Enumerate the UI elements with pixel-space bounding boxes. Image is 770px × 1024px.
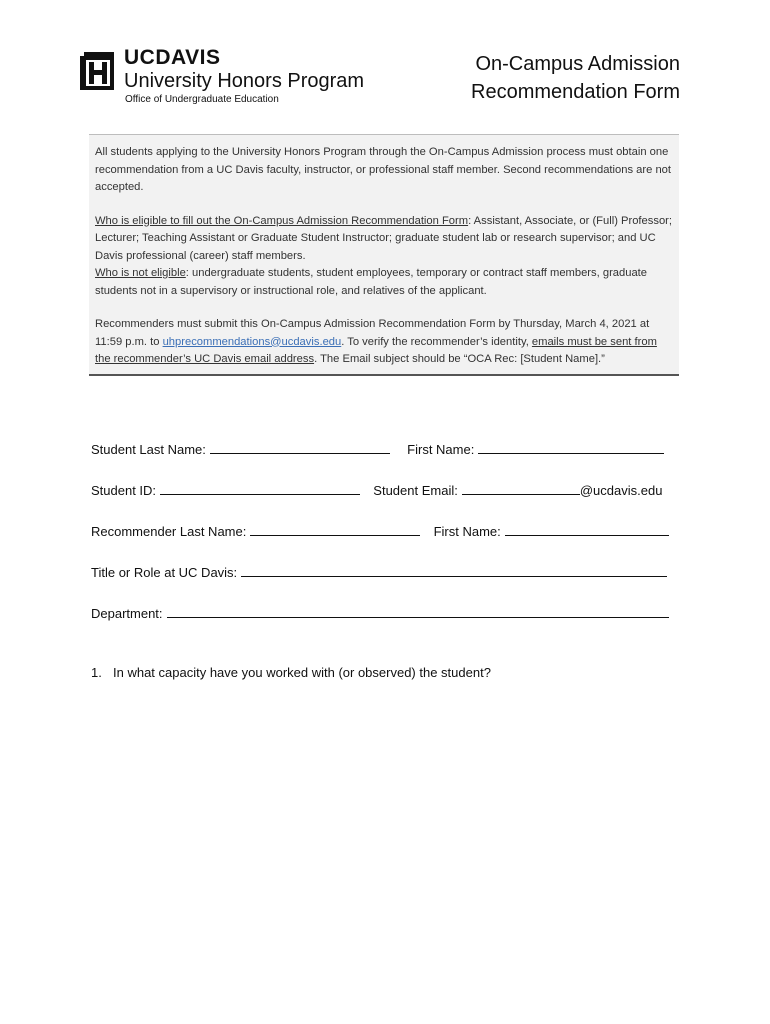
question-1 [91,665,491,680]
title-role-field[interactable] [241,563,667,577]
not-eligible-text: : undergraduate students, student employees, temporary or contract staff members, graduate students not in a supervisory or instructional role, and relatives of the applicant. [95,267,648,297]
department-label: Department: [91,606,163,621]
email-suffix: @ucdavis.edu [579,483,663,498]
submission-paragraph [95,316,673,369]
title-role-row [91,563,667,581]
submission-text-b: . To verify the recommender’s identity, [341,335,532,348]
ucdavis-honors-logo [78,46,378,108]
not-eligible-label: Who is not eligible [95,267,186,279]
student-name-row [91,440,664,458]
submission-underlined: emails must be sent from the recommender’s UC Davis email address [95,335,657,365]
recommender-first-name-label: First Name: [433,524,501,539]
honors-h-logo-icon [78,50,118,94]
instructions-paragraph-1: All students applying to the University Honors Program through the On-Campus Admission process must obtain one recommendation from a UC Davis faculty, instructor, or professional staff member. Second recommendations are not accepted. [95,146,671,193]
recommender-last-name-field[interactable] [250,522,420,536]
program-name: University Honors Program [124,70,365,92]
form-title [420,50,680,106]
student-id-label: Student ID: [91,483,157,498]
student-last-name-label: Student Last Name: [91,442,206,457]
department-row [91,604,669,622]
recommender-first-name-field[interactable] [505,522,669,536]
submission-text-c: . The Email subject should be “OCA Rec: [Student Name].” [314,353,605,365]
question-text: In what capacity have you worked with (or observed) the student? [113,665,491,680]
student-first-name-label: First Name: [407,442,475,457]
student-first-name-field[interactable] [478,440,664,454]
form-title-line1: On-Campus Admission [475,53,680,75]
student-email-field[interactable] [462,481,580,495]
question-number: 1. [91,665,102,680]
eligible-text: : Assistant, Associate, or (Full) Professor; Lecturer; Teaching Assistant or Graduate Student Instructor; graduate student lab or research supervisor; and UC Davis professional (career) staff members. [95,214,673,262]
form-title-line2: Recommendation Form [471,81,680,103]
recommender-name-row [91,522,669,540]
eligibility-paragraph [95,213,673,266]
recommendation-email-link[interactable]: uhprecommendations@ucdavis.edu [162,335,342,348]
submission-text-a: Recommenders must submit this On-Campus Admission Recommendation Form by Thursday, March 4, 2021 at 11:59 p.m. to [95,318,650,348]
student-id-field[interactable] [160,481,360,495]
title-role-label: Title or Role at UC Davis: [91,565,238,580]
student-id-row [91,481,662,499]
student-email-label: Student Email: [373,483,458,498]
office-name: Office of Undergraduate Education [125,94,279,105]
department-field[interactable] [167,604,669,618]
recommender-last-name-label: Recommender Last Name: [91,524,247,539]
eligible-label: Who is eligible to fill out the On-Campus Admission Recommendation Form [95,214,469,227]
ucdavis-wordmark: UCDAVIS [124,46,221,69]
student-last-name-field[interactable] [210,440,390,454]
instructions-box [89,134,679,376]
not-eligible-paragraph [95,265,673,300]
